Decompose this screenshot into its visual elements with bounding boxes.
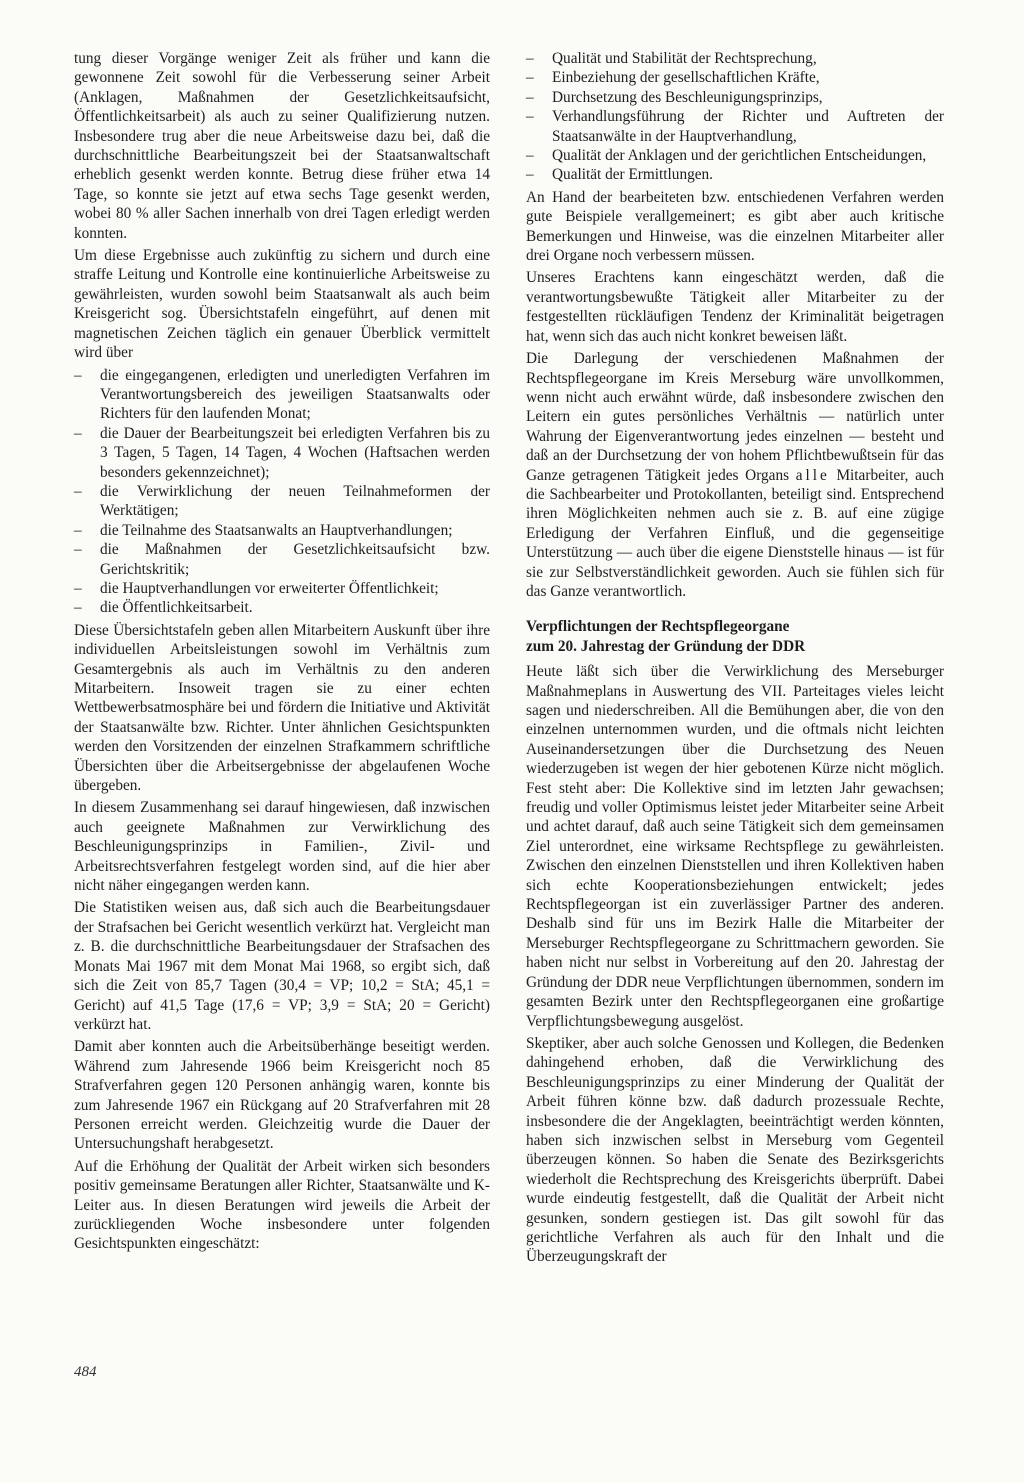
list-item: – Qualität und Stabilität der Rechtsprechung,	[526, 49, 944, 68]
list-item: – die eingegangenen, erledigten und unerledigten Verfahren im Verantwortungsbereich des jeweiligen Staatsanwalts oder Richters für den laufenden Monat;	[74, 366, 490, 424]
list-item: – die Hauptverhandlungen vor erweiterter Öffentlichkeit;	[74, 579, 490, 598]
paragraph: Die Statistiken weisen aus, daß sich auch die Bearbeitungsdauer der Strafsachen bei Gericht wesentlich verkürzt hat. Vergleicht man z. B. die durchschnittliche Bearbeitungsdauer der Strafsachen des Monats Mai 1967 mit dem Monat Mai 1968, so ergibt sich, daß sich die Zeit von 85,7 Tagen (30,4 = VP; 10,2 = StA; 45,1 = Gericht) auf 41,5 Tage (17,6 = VP; 3,9 = StA; 20 = Gericht) verkürzt hat.	[74, 899, 490, 1033]
paragraph: Damit aber konnten auch die Arbeitsüberhänge beseitigt werden. Während zum Jahresende 1966 beim Kreisgericht noch 85 Strafverfahren gegen 120 Personen anhängig waren, konnte bis zum Jahresende 1967 ein Rückgang auf 20 Strafverfahren mit 28 Personen erreicht werden. Gleichzeitig wurde die Dauer der Untersuchungshaft herabgesetzt.	[74, 1038, 490, 1153]
paragraph: Heute läßt sich über die Verwirklichung des Merseburger Maßnahmeplans in Auswertung des VII. Parteitages vieles leicht sagen und niederschreiben. All die Bemühungen aber, die von den einzelnen unternommen wurden, und die oftmals nicht leichten Auseinandersetzungen über die Durchsetzung des Neuen wiederzugeben ist wegen der hier gebotenen Kürze nicht möglich. Fest steht aber: Die Kollektive sind im letzten Jahr gewachsen; freudig und voller Optimismus leistet jeder Mitarbeiter seine Arbeit und achtet darauf, daß auch seine Tätigkeit sich dem gemeinsamen Ziel unterordnet, eine wirksame Rechtspflege zu gewährleisten. Zwischen den einzelnen Dienststellen und ihren Kollektiven haben sich echte Kooperationsbeziehungen entwickelt; jedes Rechtspflegeorgan ist ein zuverlässiger Partner des anderen. Deshalb sind für uns im Bezirk Halle die Mitarbeiter der Merseburger Rechtspflegeorgane zu Schrittmachern geworden. Sie haben nicht nur selbst in Vorbereitung auf den 20. Jahrestag der Gründung der DDR neue Verpflichtungen übernommen, sondern im gesamten Bezirk unter den Rechtspflegeorganen eine großartige Verpflichtungsbewegung ausgelöst.	[526, 663, 944, 1030]
right-column	[526, 49, 944, 1270]
paragraph: An Hand der bearbeiteten bzw. entschiedenen Verfahren werden gute Beispiele verallgemeinert; es gibt aber auch kritische Bemerkungen und Hinweise, was die einzelnen Mitarbeiter aller drei Organe noch verbessern müssen.	[526, 188, 944, 265]
evaluation-criteria-list	[526, 49, 944, 185]
overview-board-list	[74, 366, 490, 618]
list-item: – die Teilnahme des Staatsanwalts an Hauptverhandlungen;	[74, 521, 490, 540]
paragraph: Skeptiker, aber auch solche Genossen und Kollegen, die Bedenken dahingehend erhoben, daß die Verwirklichung des Beschleunigungsprinzips zu einer Minderung der Qualität der Arbeit führen könne bzw. daß dadurch prozessuale Rechte, insbesondere die der Angeklagten, beeinträchtigt werden könnten, haben sich inzwischen selbst in Merseburg vom Gegenteil überzeugen können. So haben die Senate des Bezirksgerichts wiederholt die Rechtsprechung des Kreisgerichts überprüft. Dabei wurde eindeutig festgestellt, daß die Qualität der Arbeit nicht gesunken, sondern gestiegen ist. Das gilt sowohl für das gerichtliche Verfahren als auch für den Inhalt und die Überzeugungskraft der	[526, 1034, 944, 1266]
page-number: 484	[74, 1364, 97, 1380]
list-item: – die Öffentlichkeitsarbeit.	[74, 598, 490, 617]
list-item: – Qualität der Ermittlungen.	[526, 165, 944, 184]
paragraph: Unseres Erachtens kann eingeschätzt werden, daß die verantwortungsbewußte Tätigkeit aller Mitarbeiter zu der festgestellten rückläufigen Tendenz der Kriminalität beigetragen hat, wenn sich das auch nicht konkret beweisen läßt.	[526, 269, 944, 345]
list-item: – Einbeziehung der gesellschaftlichen Kräfte,	[526, 68, 944, 87]
list-item: – Qualität der Anklagen und der gerichtlichen Entscheidungen,	[526, 146, 944, 165]
list-item: – Durchsetzung des Beschleunigungsprinzips,	[526, 88, 944, 107]
text-run: Die Darlegung der verschiedenen Maßnahmen der Rechtspflegeorgane im Kreis Merseburg wäre unvollkommen, wenn nicht auch erwähnt würde, daß insbesondere zwischen den Leitern ein gutes persönliches Verhältnis — natürlich unter Wahrung der Eigenverantwortung jedes einzelnen — besteht und daß an der Durchsetzung der von hohem Pflichtbewußtsein für das Ganze getragenen Tätigkeit jedes Organs	[526, 350, 944, 484]
heading-line: Verpflichtungen der Rechtspflegeorgane	[526, 618, 790, 636]
paragraph: Auf die Erhöhung der Qualität der Arbeit wirken sich besonders positiv gemeinsame Beratungen aller Richter, Staatsanwälte und K-Leiter aus. In diesen Beratungen wird jeweils die Arbeit der zurückliegenden Woche insbesondere unter folgenden Gesichtspunkten eingeschätzt:	[74, 1157, 490, 1253]
paragraph: Um diese Ergebnisse auch zukünftig zu sichern und durch eine straffe Leitung und Kontrolle eine kontinuierliche Arbeitsweise zu gewährleisten, wurden sowohl beim Staatsanwalt als auch beim Kreisgericht sog. Übersichtstafeln eingeführt, auf denen mit magnetischen Zeichen täglich ein genauer Überblick vermittelt wird über	[74, 247, 490, 362]
text-run: Mitarbeiter, auch die Sachbearbeiter und Protokollanten, beteiligt sind. Entsprechend ihren Möglichkeiten nehmen auch sie z. B. auf eine zügige Erledigung der Verfahren Einfluß, und die gegenseitige Unterstützung — auch über die eigene Dienststelle hinaus — ist für sie zur Selbstverständlichkeit geworden. Auch sie fühlen sich für das Ganze verantwortlich.	[526, 466, 944, 600]
list-item: – die Dauer der Bearbeitungszeit bei erledigten Verfahren bis zu 3 Tagen, 5 Tagen, 14 Tagen, 4 Wochen (Haftsachen werden besonders gekennzeichnet);	[74, 424, 490, 482]
emphasized-word: alle	[795, 466, 830, 484]
paragraph: Diese Übersichtstafeln geben allen Mitarbeitern Auskunft über ihre individuellen Arbeitsleistungen sowohl im Verhältnis zum Gesamtergebnis als auch im Verhältnis zu den anderen Mitarbeitern. Insoweit tragen sie zu einer echten Wettbewerbsatmosphäre bei und fördern die Initiative und Aktivität der Staatsanwälte bzw. Richter. Unter ähnlichen Gesichtspunkten werden den Vorsitzenden der einzelnen Strafkammern schriftliche Übersichten über die Arbeitsergebnisse der abgelaufenen Woche übergeben.	[74, 621, 490, 795]
paragraph: In diesem Zusammenhang sei darauf hingewiesen, daß inzwischen auch geeignete Maßnahmen zur Verwirklichung des Beschleunigungsprinzips in Familien-, Zivil- und Arbeitsrechtsverfahren festgelegt worden sind, auf die hier aber nicht näher eingegangen werden kann.	[74, 799, 490, 895]
section-heading	[526, 617, 944, 656]
list-item: – die Maßnahmen der Gesetzlichkeitsaufsicht bzw. Gerichtskritik;	[74, 540, 490, 579]
heading-line: zum 20. Jahrestag der Gründung der DDR	[526, 637, 806, 655]
paragraph	[526, 349, 944, 601]
list-item: – Verhandlungsführung der Richter und Auftreten der Staatsanwälte in der Hauptverhandlung,	[526, 107, 944, 146]
list-item: – die Verwirklichung der neuen Teilnahmeformen der Werktätigen;	[74, 482, 490, 521]
paragraph: tung dieser Vorgänge weniger Zeit als früher und kann die gewonnene Zeit sowohl für die Verbesserung seiner Arbeit (Anklagen, Maßnahmen der Gesetzlichkeitsaufsicht, Öffentlichkeitsarbeit) als auch zu seiner Qualifizierung nutzen. Insbesondere trug aber die neue Arbeitsweise dazu bei, daß die durchschnittliche Bearbeitungszeit bei der Staatsanwaltschaft erheblich gesenkt werden konnte. Betrug diese früher etwa 14 Tage, so konnte sie jetzt auf etwa sechs Tage gesenkt werden, wobei 80 % aller Sachen innerhalb von drei Tagen erledigt werden konnten.	[74, 50, 490, 242]
left-column	[74, 49, 490, 1257]
